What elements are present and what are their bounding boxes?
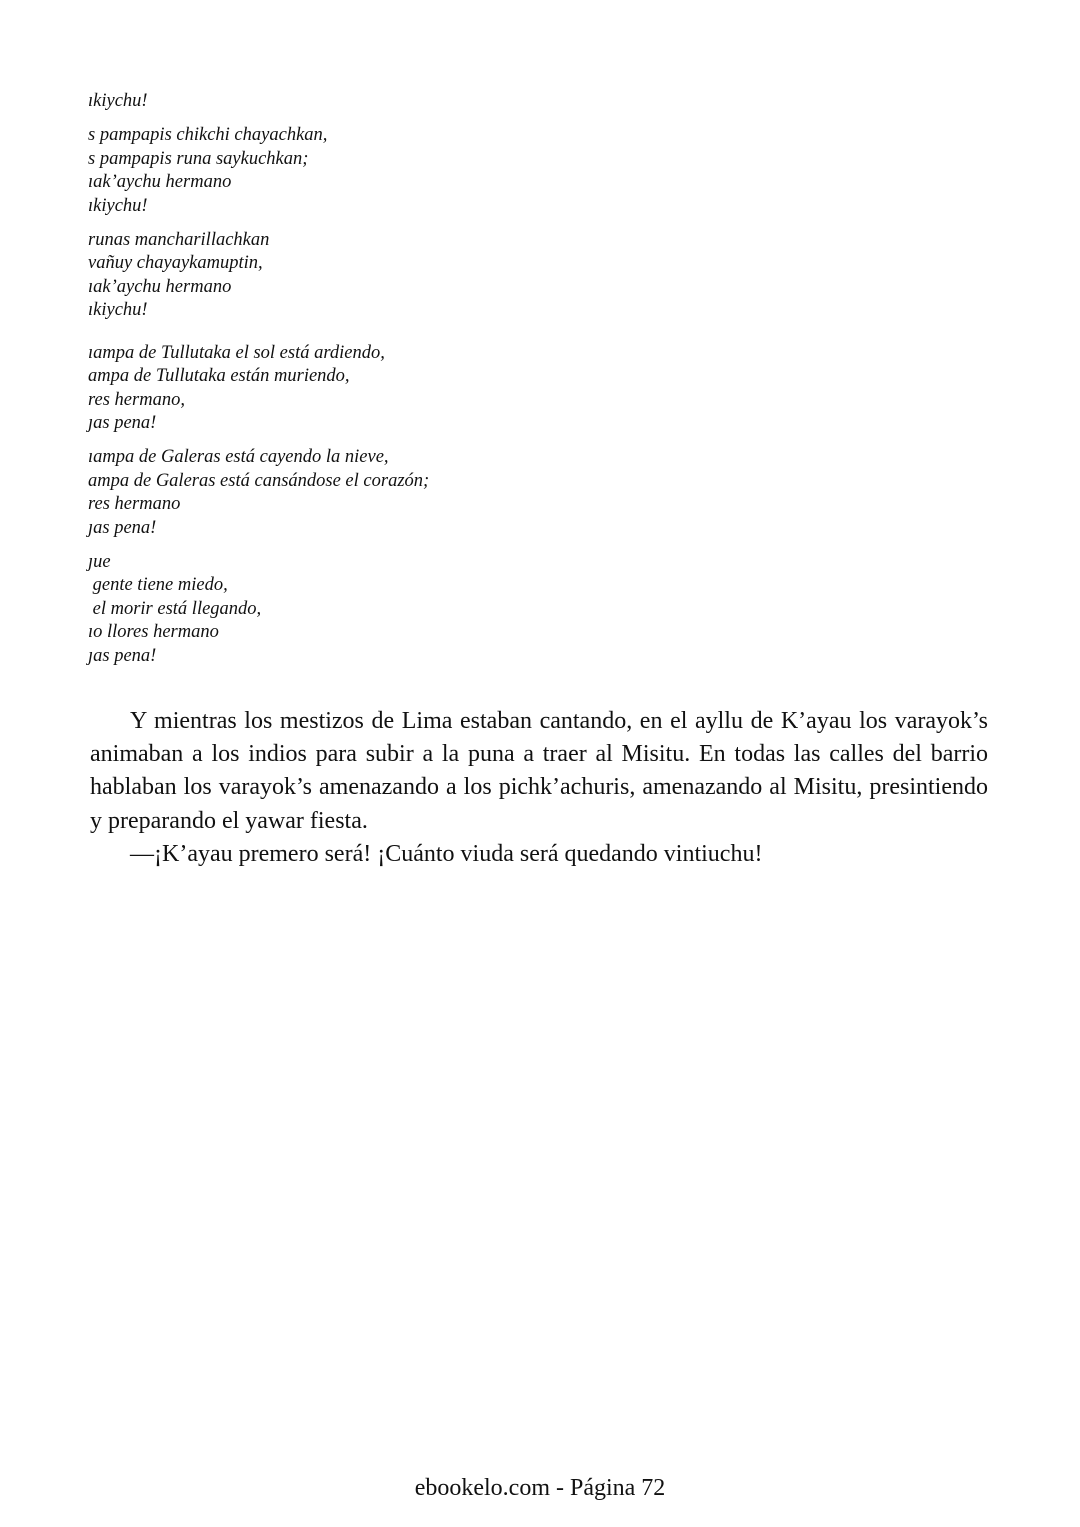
- verse-line: ȷas pena!: [88, 517, 157, 538]
- page-footer: ebookelo.com - Página 72: [414, 1475, 666, 1501]
- verse-line: ıampa de Galeras está cayendo la nieve,: [88, 447, 389, 467]
- verse-line: el morir está llegando,: [88, 598, 262, 619]
- verse-line: res hermano,: [88, 389, 185, 410]
- paragraph: Y mientras los mestizos de Lima estaban cantando, en el ayllu de K’ayau los varayok’s animaban a los indios para subir a la puna a traer al Misitu. En todas las calles del barrio hablaban los varayok’s amenazando a los pichk’achuris, amenazando al Misitu, presintiendo y preparando el yawar fiesta.: [90, 708, 988, 834]
- verse-line: s pampapis runa saykuchkan;: [88, 148, 309, 169]
- verse-line: ıak’aychu hermano: [88, 276, 232, 297]
- verse-line: vañuy chayaykamuptin,: [88, 253, 263, 273]
- verse-line: runas mancharillachkan: [88, 229, 270, 250]
- verse-line: ıkiychu!: [88, 195, 148, 216]
- stanza: [88, 90, 429, 114]
- verse-line: ȷas pena!: [88, 645, 157, 666]
- verse-line: ıkiychu!: [88, 91, 148, 111]
- song-verse: [88, 90, 429, 679]
- verse-line: ıo llores hermano: [88, 622, 219, 642]
- verse-line: ıkiychu!: [88, 300, 148, 320]
- stanza: [88, 124, 429, 218]
- stanza: [88, 551, 429, 669]
- verse-line: gente tiene miedo,: [88, 575, 228, 595]
- verse-line: ȷas pena!: [88, 413, 157, 433]
- verse-line: s pampapis chikchi chayachkan,: [88, 125, 328, 145]
- stanza: [88, 229, 429, 323]
- verse-line: ampa de Galeras está cansándose el corazón;: [88, 470, 430, 491]
- verse-line: ıampa de Tullutaka el sol está ardiendo,: [88, 342, 385, 363]
- stanza: [88, 446, 429, 540]
- body-text: [90, 705, 988, 871]
- verse-line: ıak’aychu hermano: [88, 172, 232, 192]
- verse-line: res hermano: [88, 494, 181, 514]
- verse-line: ȷue: [88, 551, 111, 572]
- dialogue-line: —¡K’ayau premero será! ¡Cuánto viuda será quedando vintiuchu!: [130, 840, 763, 867]
- verse-line: ampa de Tullutaka están muriendo,: [88, 366, 350, 386]
- stanza: [88, 342, 429, 436]
